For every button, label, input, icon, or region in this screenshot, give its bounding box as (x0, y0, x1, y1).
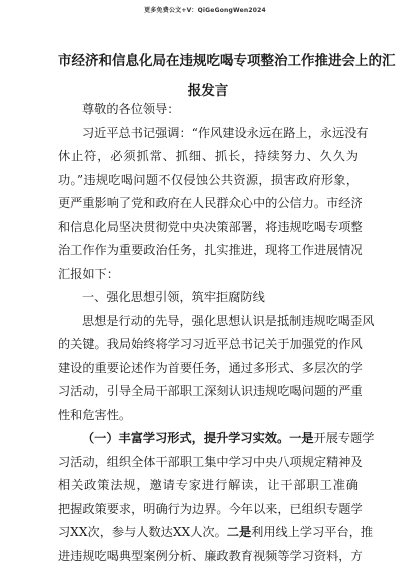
body-text: 开展专题学 (313, 431, 375, 445)
title-line-2: 报发言 (187, 83, 229, 99)
body-text: 习XX次，参与人数达XX人次。 (58, 525, 227, 539)
document-body (58, 98, 375, 568)
body-line: 治工作作为重要政治任务，扎实推进，现将工作进展情况 (58, 243, 363, 257)
body-line: 把握政策要求，明确行为边界。今年以来，已组织专题学 (58, 501, 363, 516)
body-line: 和信息化局坚决贯彻党中央决策部署，将违规吃喝专项整 (58, 219, 363, 234)
body-line: 进违规吃喝典型案例分析、廉政教育视频等学习资料，方 (58, 548, 363, 563)
header-note: 更多免费公文+V：QiGeGongWen2024 (144, 7, 266, 14)
body-line-subheading (58, 427, 375, 451)
body-line: 更严重影响了党和政府在人民群众心中的公信力。市经济 (58, 196, 363, 210)
body-line: 建设的重要论述作为首要任务，通过多形式、多层次的学 (58, 360, 363, 375)
subheading-text: （一）丰富学习形式，提升学习实效。 (82, 431, 290, 445)
body-line: 汇报如下： (58, 266, 119, 281)
body-line: 相关政策法规，邀请专家进行解读，让干部职工准确 (58, 478, 358, 492)
section-heading: 一、强化思想引领，筑牢拒腐防线 (82, 290, 265, 304)
body-line: 习近平总书记强调：“作风建设永远在路上，永远没有 (82, 125, 369, 140)
document-title (58, 46, 396, 106)
body-line: 习活动，组织全体干部职工集中学习中央八项规定精神及 (58, 454, 363, 469)
body-line: 习活动，引导全局干部职工深刻认识违规吃喝问题的严重 (58, 384, 363, 398)
body-line: 思想是行动的先导，强化思想认识是抵制违规吃喝歪风 (82, 313, 375, 328)
body-line: 功。”违规吃喝问题不仅侵蚀公共资源，损害政府形象， (58, 172, 358, 187)
salutation: 尊敬的各位领导： (82, 102, 180, 116)
body-line-point (58, 521, 374, 545)
point-marker: 一是 (289, 431, 314, 445)
body-text: 利用线上学习平台，推 (251, 525, 374, 539)
point-marker: 二是 (226, 525, 252, 539)
body-line: 的关键。我局始终将学习习近平总书记关于加强党的作风 (58, 337, 363, 351)
body-line: 休止符，必须抓常、抓细、抓长，持续努力、久久为 (58, 149, 358, 163)
title-line-1: 市经济和信息化局在违规吃喝专项整治工作推进会上的汇 (58, 53, 396, 69)
body-line: 性和危害性。 (58, 407, 132, 422)
